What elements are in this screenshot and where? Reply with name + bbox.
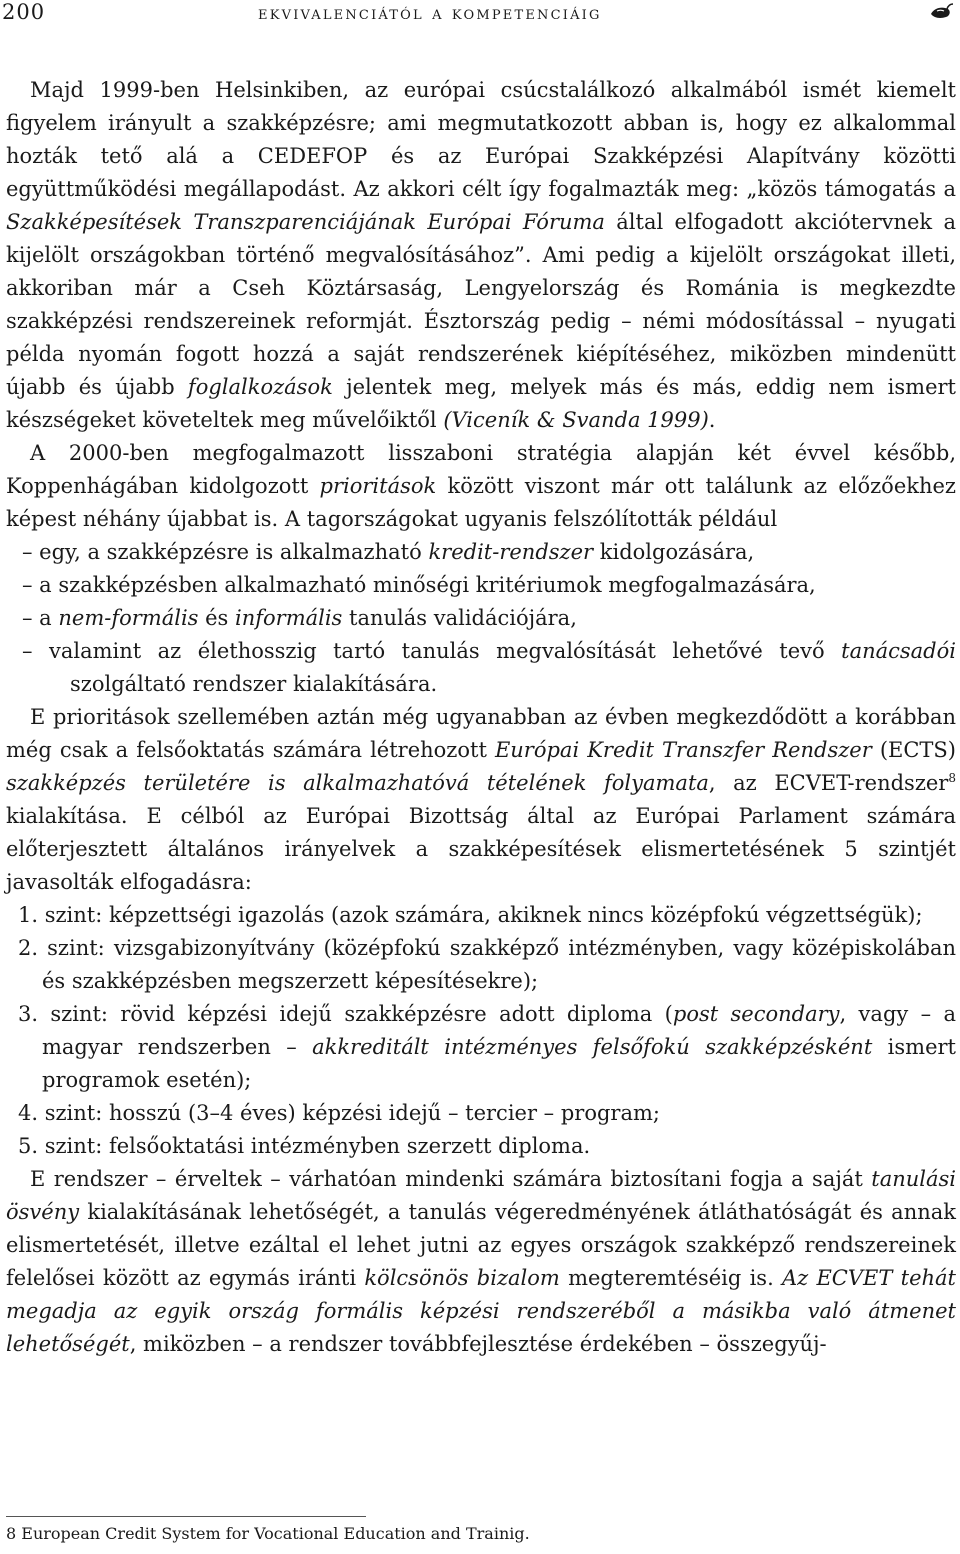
list-item: 3. szint: rövid képzési idejű szakképzésre adott diploma (post secondary, vagy – a magyar rendszerben – akkreditált intézményes felsőfokú szakképzésként ismert programok esetén); bbox=[18, 1002, 956, 1092]
page-number: 200 bbox=[2, 0, 46, 24]
list-item: – egy, a szakképzésre is alkalmazható kredit-rendszer kidolgozására, bbox=[22, 540, 755, 564]
list-item: 5. szint: felsőoktatási intézményben szerzett diploma. bbox=[18, 1134, 591, 1158]
paragraph-ecvet: E prioritások szellemében aztán még ugyanabban az évben megkezdődött a korábban még csak a felsőoktatás számára létrehozott Európai Kredit Transzfer Rendszer (ECTS) szakképzés területére is alkalmazhatóvá tételének folyamata, az ECVET-rendszer$^8$ kialakítása. E célból az Európai Bizottság által az Európai Parlament számára előterjesztett általános irányelvek a szakképesítések elismertetésének 5 szintjét javasolták elfogadásra: bbox=[6, 705, 956, 894]
page-body bbox=[6, 74, 956, 1361]
paragraph-lisbon: A 2000-ben megfogalmazott lisszaboni stratégia alapján két évvel később, Koppenhágában kidolgozott prioritások között viszont már ott találunk az előzőekhez képest néhány újabbat is. A tagországokat ugyanis felszólították például bbox=[6, 441, 956, 531]
paragraph-learning-path: E rendszer – érveltek – várhatóan mindenki számára biztosítani fogja a saját tanulási ösvény kialakításának lehetőségét, a tanulás végeredményének átláthatóságát és annak elismertetését, illetve ezáltal el lehet jutni az egyes országok szakképző rendszereinek felelősei között az egymás iránti kölcsönös bizalom megteremtéséig is. Az ECVET tehát megadja az egyik ország formális képzési rendszeréből a másikba való átmenet lehetőségét, miközben – a rendszer továbbfejlesztése érdekében – összegyűj- bbox=[6, 1167, 956, 1356]
page-header bbox=[0, 0, 960, 30]
list-item: – a szakképzésben alkalmazható minőségi kritériumok megfogalmazására, bbox=[22, 573, 816, 597]
running-title: ekvivalenciától a kompetenciáig bbox=[258, 2, 602, 24]
list-item: 1. szint: képzettségi igazolás (azok számára, akiknek nincs középfokú végzettségük); bbox=[18, 903, 923, 927]
footnote: 8 European Credit System for Vocational Education and Trainig. bbox=[6, 1524, 530, 1543]
list-item: – a nem-formális és informális tanulás validációjára, bbox=[22, 606, 577, 630]
footnote-ref: 8 bbox=[948, 771, 956, 785]
list-item: 2. szint: vizsgabizonyítvány (középfokú szakképző intézményben, vagy középiskolában és szakképzésben megszerzett képesítésekre); bbox=[18, 936, 956, 993]
paragraph-helsinki: Majd 1999-ben Helsinkiben, az európai csúcstalálkozó alkalmából ismét kiemelt figyelem irányult a szakképzésre; ami megmutatkozott abban is, hogy ez alkalommal hozták tető alá a CEDEFOP és az Európai Szakképzési Alapítvány közötti együttműködési megállapodást. Az akkori célt így fogalmazták meg: „közös támogatás a Szakképesítések Transzparenciájának Európai Fóruma által elfogadott akciótervnek a kijelölt országokban történő megvalósításához”. Ami pedig a kijelölt országokat illeti, akkoriban már a Cseh Köztársaság, Lengyelország és Románia is megkezdte szakképzési rendszereinek reformját. Észtország pedig – némi módosítással – nyugati példa nyomán fogott hozzá a saját rendszerének kiépítéséhez, miközben mindenütt újabb és újabb foglalkozások jelentek meg, melyek más és más, eddig nem ismert készségeket követeltek meg művelőiktől (Viceník & Svanda 1999). bbox=[6, 78, 956, 432]
footnote-divider bbox=[6, 1516, 366, 1517]
list-item: 4. szint: hosszú (3–4 éves) képzési idejű – tercier – program; bbox=[18, 1101, 660, 1125]
list-item: – valamint az élethosszig tartó tanulás megvalósítását lehetővé tevő tanácsadói szolgáltató rendszer kialakítására. bbox=[22, 639, 956, 696]
pepper-ornament-icon bbox=[928, 2, 954, 24]
